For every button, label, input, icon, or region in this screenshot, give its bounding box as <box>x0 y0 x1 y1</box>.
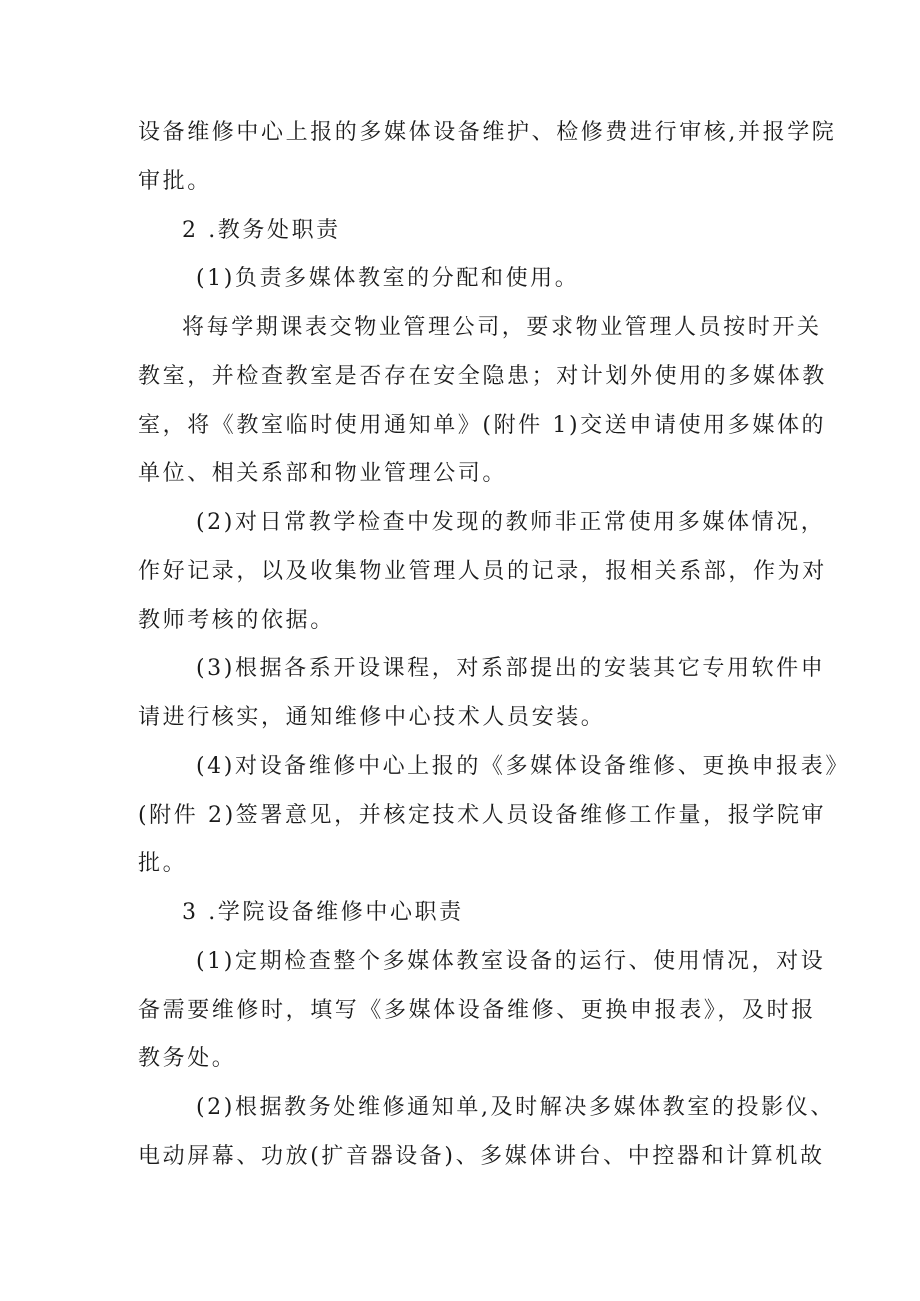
paragraph-line: 室，将《教室临时使用通知单》(附件 1)交送申请使用多媒体的 <box>138 413 827 438</box>
paragraph-line: 教务处。 <box>138 1046 237 1071</box>
list-item-line: (1)定期检查整个多媒体教室设备的运行、使用情况，对设 <box>196 949 826 974</box>
section-heading: 2 .教务处职责 <box>182 218 341 243</box>
paragraph-line: 审批。 <box>138 169 212 194</box>
paragraph-line: 教师考核的依据。 <box>138 608 335 633</box>
paragraph-line: 设备维修中心上报的多媒体设备维护、检修费进行审核,并报学院 <box>138 120 837 145</box>
list-item-line: (4)对设备维修中心上报的《多媒体设备维修、更换申报表》 <box>196 754 850 779</box>
list-item-line: (1)负责多媒体教室的分配和使用。 <box>196 266 580 291</box>
paragraph-line: 请进行核实，通知维修中心技术人员安装。 <box>138 705 606 730</box>
paragraph-line: 教室，并检查教室是否存在安全隐患；对计划外使用的多媒体教 <box>138 364 827 389</box>
paragraph-line: 批。 <box>138 851 188 876</box>
paragraph-line: 将每学期课表交物业管理公司，要求物业管理人员按时开关 <box>182 315 822 340</box>
list-item-line: (3)根据各系开设课程，对系部提出的安装其它专用软件申 <box>196 656 826 681</box>
list-item-line: (2)对日常教学检查中发现的教师非正常使用多媒体情况， <box>196 510 826 535</box>
paragraph-line: 单位、相关系部和物业管理公司。 <box>138 461 508 486</box>
paragraph-line: (附件 2)签署意见，并核定技术人员设备维修工作量，报学院审 <box>138 803 827 828</box>
section-heading: 3 .学院设备维修中心职责 <box>182 900 464 925</box>
list-item-line: (2)根据教务处维修通知单,及时解决多媒体教室的投影仪、 <box>196 1095 835 1120</box>
paragraph-line: 电动屏幕、功放(扩音器设备)、多媒体讲台、中控器和计算机故 <box>138 1144 825 1169</box>
paragraph-line: 备需要维修时，填写《多媒体设备维修、更换申报表》，及时报 <box>138 998 816 1023</box>
paragraph-line: 作好记录，以及收集物业管理人员的记录，报相关系部，作为对 <box>138 559 827 584</box>
